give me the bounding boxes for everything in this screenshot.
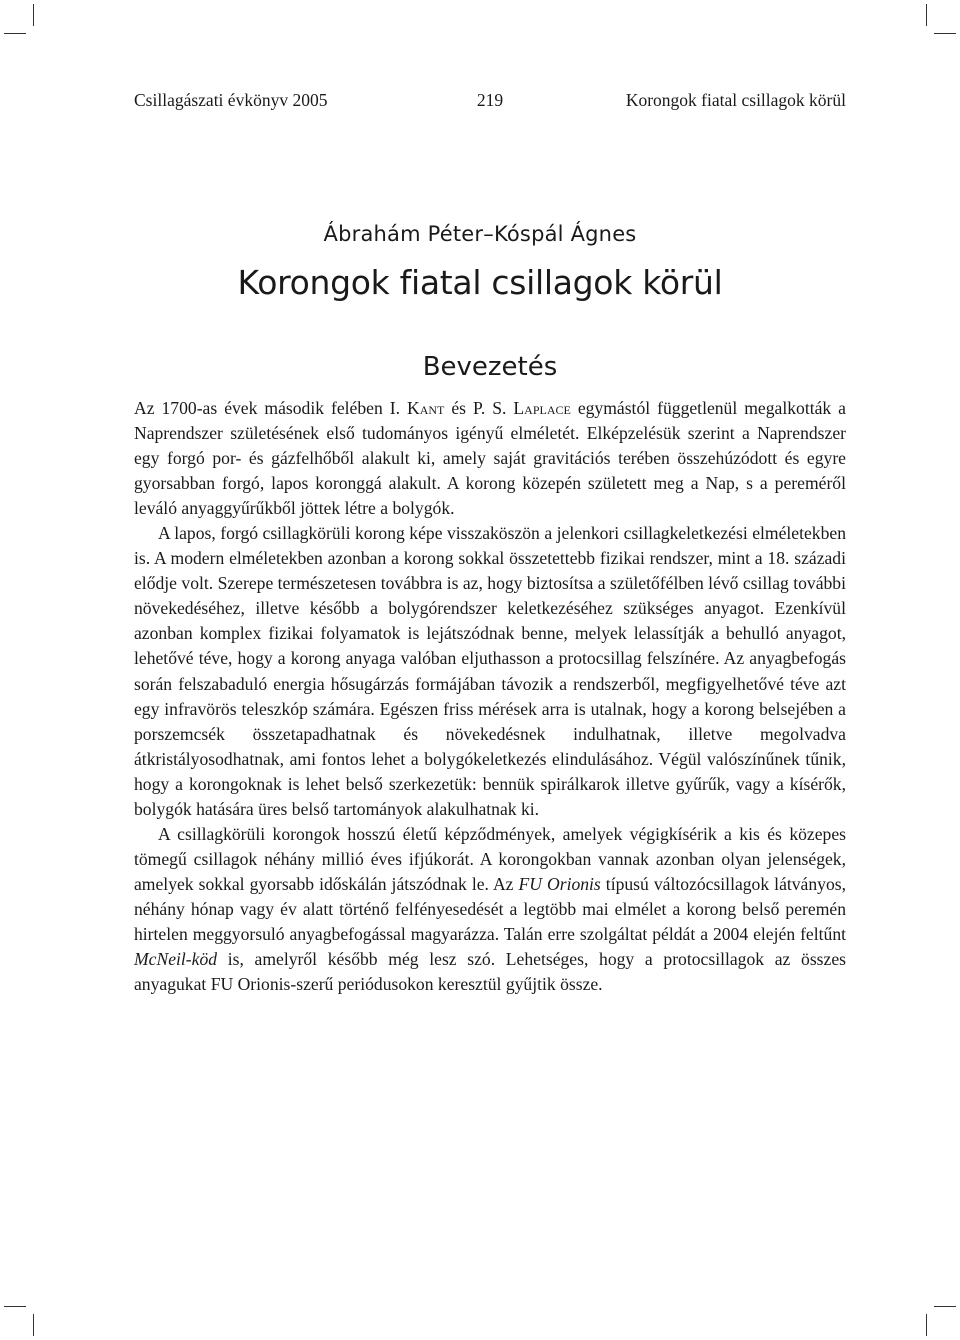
- page-number: 219: [476, 90, 504, 110]
- term-fu-orionis: FU Orionis: [518, 873, 601, 894]
- paragraph: A csillagkörüli korongok hosszú életű képződmények, amelyek végigkísérik a kis és közepes tömegű csillagok néhány millió éves ifjúkorát. A korongokban vannak azonban olyan jelenségek, amelyek sokkal gyorsabb időskálán játszódnak le. Az FU Orionis típusú változócsillagok látványos, néhány hónap vagy év alatt történő felfényesedését a legtöbb mai elmélet a korong belső peremén hirtelen meggyorsuló anyagbefogással magyarázza. Talán erre szolgáltat példát a 2004 elején feltűnt McNeil-köd is, amelyről később még lesz szó. Lehetséges, hogy a protocsillagok az összes anyagukat FU Orionis-szerű periódusokon keresztül gyűjtik össze.: [134, 823, 847, 995]
- crop-mark: [4, 1306, 26, 1307]
- paragraph: Az 1700-as évek második felében I. Kant és P. S. Laplace egymástól függetlenül megalkották a Naprendszer születésének első tudományos igényű elméletét. Elképzelésük szerint a Naprendszer egy forgó por- és gázfelhőből alakult ki, amely saját gravitációs terében összehúzódott és egyre gyorsabban forgó, lapos koronggá alakult. A korong közepén született meg a Nap, s a pereméről leváló anyaggyűrűkből jöttek létre a bolygók.: [134, 398, 846, 519]
- crop-mark: [934, 33, 956, 34]
- crop-mark: [926, 4, 927, 26]
- running-head: [134, 87, 846, 113]
- crop-mark: [33, 4, 34, 26]
- article-title: Korongok fiatal csillagok körül: [237, 263, 723, 302]
- section-heading: Bevezetés: [422, 352, 558, 382]
- crop-mark: [926, 1314, 927, 1336]
- running-head-book-title: Csillagászati évkönyv 2005: [134, 90, 328, 110]
- running-head-article-title: Korongok fiatal csillagok körül: [625, 90, 846, 110]
- name-laplace: Laplace: [513, 398, 571, 418]
- term-mcneil-nebula: McNeil-köd: [134, 949, 218, 970]
- crop-mark: [4, 33, 26, 34]
- crop-mark: [934, 1306, 956, 1307]
- article-authors: Ábrahám Péter–Kóspál Ágnes: [323, 222, 637, 246]
- name-kant: Kant: [407, 398, 445, 418]
- article-body: [134, 396, 846, 997]
- paragraph: A lapos, forgó csillagkörüli korong képe visszaköszön a jelenkori csillagkeletkezési elméletekben is. A modern elméletekben azonban a korong sokkal összetettebb fizikai rendszer, mint a 18. századi elődje volt. Szerepe természetesen továbbra is az, hogy biztosítsa a születőfélben lévő csillag további növekedéséhez, illetve később a bolygórendszer keletkezéséhez szükséges anyagot. Ezenkívül azonban komplex fizikai folyamatok is lejátszódnak benne, melyek lelassítják a behulló anyagot, lehetővé téve, hogy a korong anyaga valóban eljuthasson a protocsillag felszínére. Az anyagbefogás során felszabaduló energia hősugárzás formájában távozik a rendszerből, megfigyelhetővé téve azt egy infravörös teleszkóp számára. Egészen friss mérések arra is utalnak, hogy a korong belsejében a porszemcsék összetapadhatnak és növekedésnek indulhatnak, illetve megolvadva átkristályosodhatnak, ami fontos lehet a bolygókeletkezés elindulásához. Végül valószínűnek tűnik, hogy a korongoknak is lehet belső szerkezetük: bennük spirálkarok illetve gyűrűk, vagy a kísérők, bolygók hatására üres belső tartományok alakulhatnak ki.: [134, 523, 846, 819]
- crop-mark: [33, 1314, 34, 1336]
